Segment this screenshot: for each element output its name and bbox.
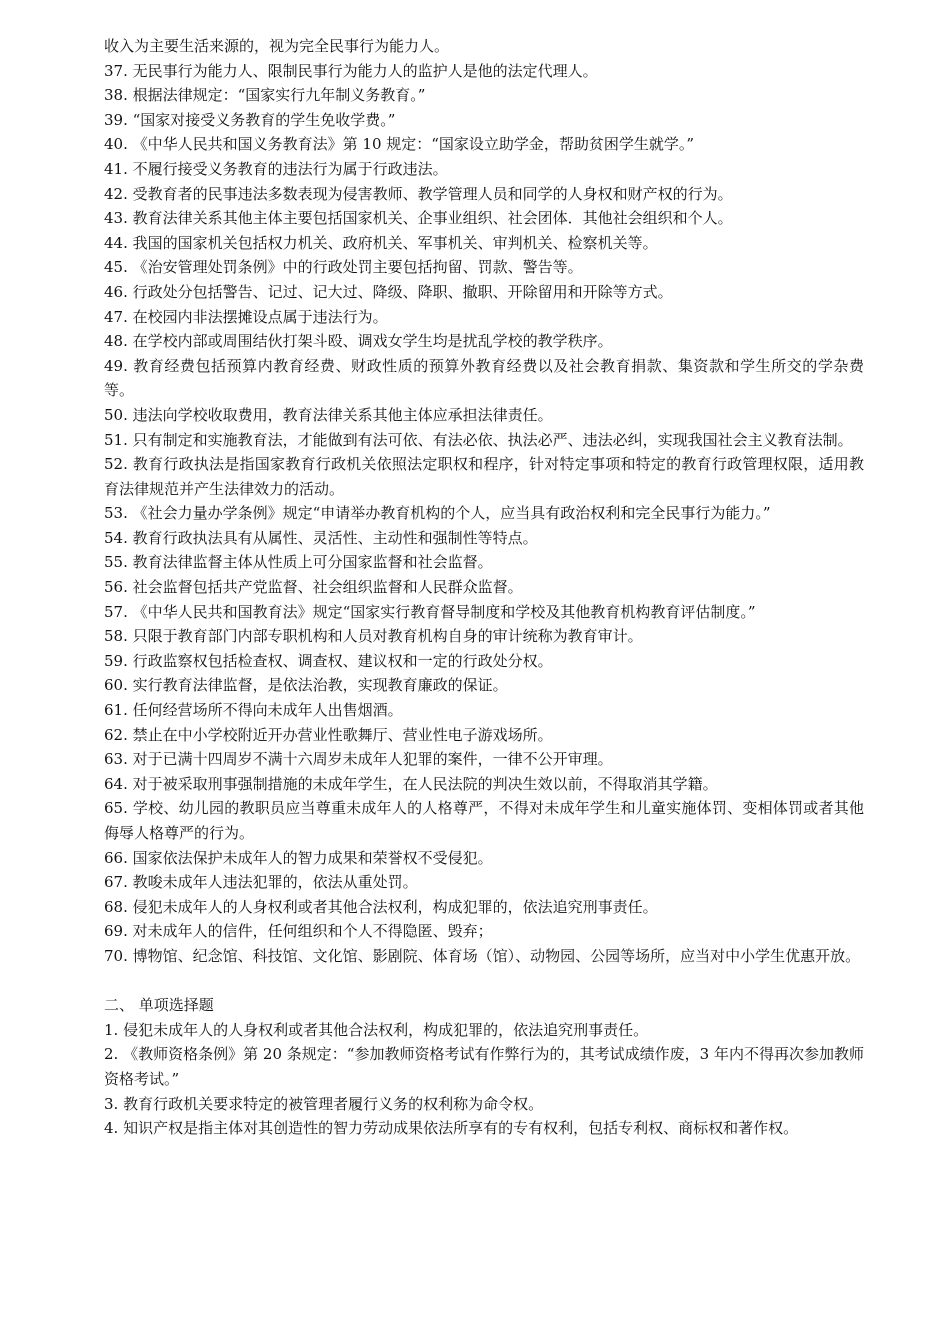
item-number: 64. xyxy=(104,774,128,793)
document-page xyxy=(104,34,864,1141)
item-text: 侵犯未成年人的人身权利或者其他合法权利，构成犯罪的，依法追究刑事责任。 xyxy=(132,897,658,916)
item-number: 62. xyxy=(104,725,128,744)
list-item xyxy=(104,403,864,428)
list-item xyxy=(104,452,864,501)
item-text: 禁止在中小学校附近开办营业性歌舞厅、营业性电子游戏场所。 xyxy=(132,725,553,744)
item-number: 63. xyxy=(104,750,128,769)
item-number: 56. xyxy=(104,578,128,597)
item-number: 68. xyxy=(104,897,128,916)
list-item xyxy=(104,59,864,84)
list-item xyxy=(104,157,864,182)
list-item xyxy=(104,305,864,330)
list-item xyxy=(104,550,864,575)
item-text: 《社会力量办学条例》规定“申请举办教育机构的个人，应当具有政治权利和完全民事行为能力。” xyxy=(132,504,771,523)
list-item xyxy=(104,698,864,723)
list-item xyxy=(104,1042,864,1091)
item-number: 61. xyxy=(104,701,128,720)
item-text: 只限于教育部门内部专职机构和人员对教育机构自身的审计统称为教育审计。 xyxy=(132,627,643,646)
item-text: 国家依法保护未成年人的智力成果和荣誉权不受侵犯。 xyxy=(132,848,493,867)
item-number: 48. xyxy=(104,332,128,351)
list-item xyxy=(104,673,864,698)
item-text: 行政处分包括警告、记过、记大过、降级、降职、撤职、开除留用和开除等方式。 xyxy=(132,282,673,301)
item-number: 50. xyxy=(104,405,128,424)
item-text: 《治安管理处罚条例》中的行政处罚主要包括拘留、罚款、警告等。 xyxy=(132,258,583,277)
item-text: 《中华人民共和国义务教育法》第 10 规定：“国家设立助学金，帮助贫困学生就学。” xyxy=(132,135,695,154)
list-item xyxy=(104,428,864,453)
item-text: 不履行接受义务教育的违法行为属于行政违法。 xyxy=(132,159,448,178)
list-item xyxy=(104,501,864,526)
item-number: 65. xyxy=(104,799,128,818)
numbered-list xyxy=(104,59,864,969)
item-number: 44. xyxy=(104,233,128,252)
item-number: 58. xyxy=(104,627,128,646)
item-number: 67. xyxy=(104,873,128,892)
item-text: 教育经费包括预算内教育经费、财政性质的预算外教育经费以及社会教育捐款、集资款和学生所交的学杂费等。 xyxy=(104,356,864,400)
item-number: 60. xyxy=(104,676,128,695)
item-text: 侵犯未成年人的人身权利或者其他合法权利，构成犯罪的，依法追究刑事责任。 xyxy=(123,1020,649,1039)
item-text: 无民事行为能力人、限制民事行为能力人的监护人是他的法定代理人。 xyxy=(132,61,598,80)
item-number: 4. xyxy=(104,1119,119,1138)
item-number: 55. xyxy=(104,553,128,572)
item-number: 52. xyxy=(104,455,128,474)
item-number: 38. xyxy=(104,86,128,105)
item-text: 教育法律关系其他主体主要包括国家机关、企事业组织、社会团体．其他社会组织和个人。 xyxy=(132,209,733,228)
item-text: 行政监察权包括检查权、调查权、建议权和一定的行政处分权。 xyxy=(132,651,553,670)
item-text: 《教师资格条例》第 20 条规定：“参加教师资格考试有作弊行为的，其考试成绩作废，3 年内不得再次参加教师资格考试。” xyxy=(104,1045,864,1088)
list-item xyxy=(104,1116,864,1141)
list-item xyxy=(104,255,864,280)
item-text: 任何经营场所不得向未成年人出售烟酒。 xyxy=(132,701,403,720)
item-number: 47. xyxy=(104,307,128,326)
item-text: 实行教育法律监督，是依法治教，实现教育廉政的保证。 xyxy=(132,676,508,695)
list-item xyxy=(104,526,864,551)
list-item xyxy=(104,329,864,354)
list-item xyxy=(104,723,864,748)
item-text: 教育行政执法具有从属性、灵活性、主动性和强制性等特点。 xyxy=(132,528,538,547)
section-heading: 二、 单项选择题 xyxy=(104,996,214,1015)
item-number: 54. xyxy=(104,528,128,547)
item-number: 57. xyxy=(104,602,128,621)
item-text: 教唆未成年人违法犯罪的，依法从重处罚。 xyxy=(132,873,418,892)
item-text: 我国的国家机关包括权力机关、政府机关、军事机关、审判机关、检察机关等。 xyxy=(132,233,658,252)
item-text: 违法向学校收取费用，教育法律关系其他主体应承担法律责任。 xyxy=(132,405,553,424)
item-number: 69. xyxy=(104,922,128,941)
list-item xyxy=(104,772,864,797)
item-number: 37. xyxy=(104,61,128,80)
item-number: 39. xyxy=(104,110,128,129)
item-text: 对于已满十四周岁不满十六周岁未成年人犯罪的案件，一律不公开审理。 xyxy=(132,750,613,769)
list-item xyxy=(104,624,864,649)
list-item xyxy=(104,354,864,403)
list-item xyxy=(104,796,864,845)
item-number: 49. xyxy=(104,356,128,375)
list-item xyxy=(104,280,864,305)
item-text: 对未成年人的信件，任何组织和个人不得隐匿、毁弃； xyxy=(132,922,493,941)
item-text: 社会监督包括共产党监督、社会组织监督和人民群众监督。 xyxy=(132,578,523,597)
item-text: 学校、幼儿园的教职员应当尊重未成年人的人格尊严，不得对未成年学生和儿童实施体罚、变相体罚或者其他侮辱人格尊严的行为。 xyxy=(104,799,864,842)
item-text: 在学校内部或周围结伙打架斗殴、调戏女学生均是扰乱学校的教学秩序。 xyxy=(132,332,613,351)
item-text: 教育行政执法是指国家教育行政机关依照法定职权和程序，针对特定事项和特定的教育行政管理权限，适用教育法律规范并产生法律效力的活动。 xyxy=(104,455,864,498)
item-number: 42. xyxy=(104,184,128,203)
list-item xyxy=(104,108,864,133)
item-number: 59. xyxy=(104,651,128,670)
item-text: 教育行政机关要求特定的被管理者履行义务的权利称为命令权。 xyxy=(123,1094,544,1113)
list-item xyxy=(104,895,864,920)
section-gap xyxy=(104,969,864,994)
list-item xyxy=(104,944,864,969)
list-item xyxy=(104,600,864,625)
list-item xyxy=(104,231,864,256)
list-item xyxy=(104,1092,864,1117)
item-number: 46. xyxy=(104,282,128,301)
item-text: 在校园内非法摆摊设点属于违法行为。 xyxy=(132,307,388,326)
item-number: 53. xyxy=(104,504,128,523)
list-item xyxy=(104,919,864,944)
list-item xyxy=(104,846,864,871)
list-item xyxy=(104,747,864,772)
list-item xyxy=(104,870,864,895)
item-number: 45. xyxy=(104,258,128,277)
choice-list xyxy=(104,1018,864,1141)
list-item xyxy=(104,132,864,157)
item-number: 3. xyxy=(104,1094,119,1113)
item-number: 51. xyxy=(104,430,128,449)
list-item xyxy=(104,206,864,231)
list-item xyxy=(104,649,864,674)
item-number: 41. xyxy=(104,159,128,178)
item-number: 70. xyxy=(104,946,128,965)
list-item xyxy=(104,83,864,108)
item-text: 对于被采取刑事强制措施的未成年学生，在人民法院的判决生效以前，不得取消其学籍。 xyxy=(132,774,718,793)
list-item xyxy=(104,1018,864,1043)
item-text: “国家对接受义务教育的学生免收学费。” xyxy=(132,110,396,129)
item-text: 知识产权是指主体对其创造性的智力劳动成果依法所享有的专有权利，包括专利权、商标权和著作权。 xyxy=(123,1119,799,1138)
item-text: 只有制定和实施教育法，才能做到有法可依、有法必依、执法必严、违法必纠，实现我国社会主义教育法制。 xyxy=(132,430,853,449)
item-text: 受教育者的民事违法多数表现为侵害教师、教学管理人员和同学的人身权和财产权的行为。 xyxy=(132,184,733,203)
item-text: 根据法律规定：“国家实行九年制义务教育。” xyxy=(132,86,426,105)
item-number: 1. xyxy=(104,1020,119,1039)
item-number: 2. xyxy=(104,1045,119,1064)
item-number: 66. xyxy=(104,848,128,867)
item-number: 43. xyxy=(104,209,128,228)
item-text: 博物馆、纪念馆、科技馆、文化馆、影剧院、体育场（馆）、动物园、公园等场所，应当对中小学生优惠开放。 xyxy=(132,946,861,965)
list-item xyxy=(104,182,864,207)
item-text: 教育法律监督主体从性质上可分国家监督和社会监督。 xyxy=(132,553,493,572)
item-text: 《中华人民共和国教育法》规定“国家实行教育督导制度和学校及其他教育机构教育评估制度。” xyxy=(132,602,756,621)
item-number: 40. xyxy=(104,135,128,154)
intro-paragraph: 收入为主要生活来源的，视为完全民事行为能力人。 xyxy=(104,37,450,55)
list-item xyxy=(104,575,864,600)
